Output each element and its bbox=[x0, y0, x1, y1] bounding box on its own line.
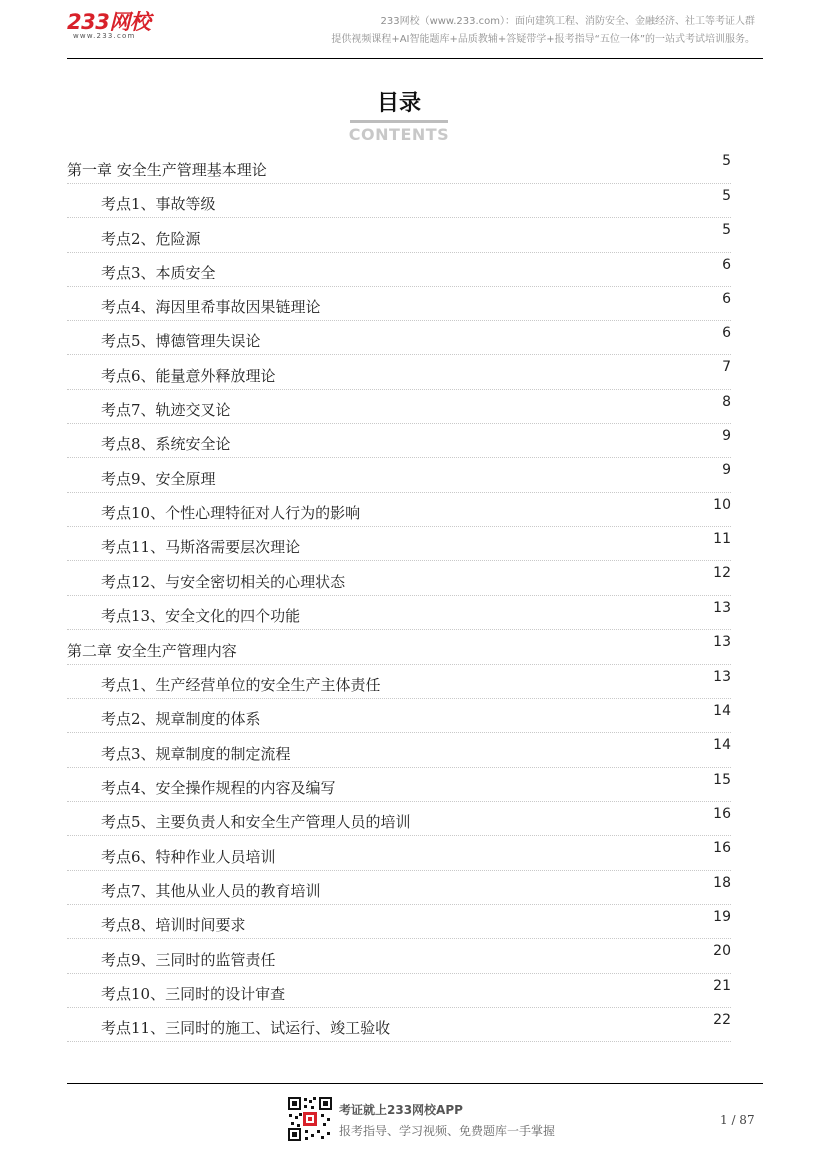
toc-page: 6 bbox=[722, 325, 731, 342]
toc-page: 5 bbox=[722, 188, 731, 204]
toc-chapter-1[interactable] bbox=[67, 149, 731, 184]
toc-label: 考点10、个性心理特征对人行为的影响 bbox=[101, 503, 361, 522]
toc-page: 12 bbox=[713, 565, 731, 582]
toc-item[interactable] bbox=[67, 905, 731, 939]
toc-page: 14 bbox=[713, 737, 731, 754]
toc-page: 19 bbox=[713, 908, 731, 925]
toc-label: 考点12、与安全密切相关的心理状态 bbox=[101, 572, 346, 591]
toc-page: 18 bbox=[713, 874, 731, 891]
toc-label: 考点9、安全原理 bbox=[101, 469, 216, 488]
app-promo-title: 考证就上233网校APP bbox=[339, 1103, 463, 1117]
toc-item[interactable] bbox=[67, 253, 731, 287]
toc-item[interactable] bbox=[67, 321, 731, 355]
toc-chapter-2[interactable] bbox=[67, 630, 731, 665]
toc-label: 考点7、轨迹交叉论 bbox=[101, 401, 231, 420]
toc-page: 7 bbox=[722, 359, 731, 376]
toc-label: 考点8、系统安全论 bbox=[101, 435, 231, 454]
toc-item[interactable] bbox=[67, 836, 731, 870]
toc-item[interactable] bbox=[67, 768, 731, 802]
toc-item[interactable] bbox=[67, 390, 731, 424]
toc-label: 考点11、马斯洛需要层次理论 bbox=[101, 538, 301, 557]
toc-label: 第一章 安全生产管理基本理论 bbox=[67, 161, 267, 179]
brand-logo[interactable] bbox=[67, 10, 167, 40]
toc-page: 15 bbox=[713, 771, 731, 788]
table-of-contents bbox=[67, 149, 731, 1042]
toc-label: 考点7、其他从业人员的教育培训 bbox=[101, 881, 321, 900]
toc-item[interactable] bbox=[67, 699, 731, 733]
toc-label: 考点6、能量意外释放理论 bbox=[101, 366, 276, 385]
toc-label: 考点11、三同时的施工、试运行、竣工验收 bbox=[101, 1019, 391, 1038]
header-line-1: 233网校（www.233.com）：面向建筑工程、消防安全、金融经济、社工等考证人群 bbox=[380, 16, 755, 27]
toc-item[interactable] bbox=[67, 733, 731, 767]
header-line-2: 提供视频课程+AI智能题库+品质教辅+答疑带学+报考指导“五位一体”的一站式考试培训服务。 bbox=[331, 34, 755, 45]
toc-item[interactable] bbox=[67, 218, 731, 252]
toc-item[interactable] bbox=[67, 802, 731, 836]
toc-page: 6 bbox=[722, 256, 731, 273]
page-header bbox=[67, 8, 763, 60]
toc-label: 考点6、特种作业人员培训 bbox=[101, 847, 276, 866]
toc-page: 5 bbox=[722, 153, 731, 169]
toc-item[interactable] bbox=[67, 974, 731, 1008]
toc-label: 考点4、安全操作规程的内容及编写 bbox=[101, 779, 336, 798]
toc-item[interactable] bbox=[67, 355, 731, 389]
page-indicator: 1 / 87 bbox=[720, 1113, 755, 1127]
toc-item[interactable] bbox=[67, 287, 731, 321]
toc-label: 考点13、安全文化的四个功能 bbox=[101, 606, 301, 625]
toc-label: 考点10、三同时的设计审查 bbox=[101, 984, 286, 1003]
qr-code-icon[interactable] bbox=[287, 1096, 333, 1142]
toc-label: 考点5、博德管理失误论 bbox=[101, 332, 261, 351]
toc-label: 考点3、规章制度的制定流程 bbox=[101, 744, 291, 763]
toc-label: 考点2、危险源 bbox=[101, 229, 201, 248]
page-title: 目录 bbox=[376, 91, 421, 116]
toc-label: 考点1、生产经营单位的安全生产主体责任 bbox=[101, 676, 381, 695]
toc-page: 10 bbox=[713, 496, 731, 513]
toc-page: 13 bbox=[713, 668, 731, 685]
toc-item[interactable] bbox=[67, 424, 731, 458]
toc-label: 考点3、本质安全 bbox=[101, 263, 216, 282]
toc-label: 考点9、三同时的监管责任 bbox=[101, 950, 276, 969]
toc-page: 9 bbox=[722, 428, 731, 445]
toc-item[interactable] bbox=[67, 1008, 731, 1042]
toc-page: 16 bbox=[713, 840, 731, 857]
toc-page: 20 bbox=[713, 943, 731, 960]
toc-page: 6 bbox=[722, 290, 731, 307]
toc-label: 考点1、事故等级 bbox=[101, 195, 216, 214]
toc-page: 22 bbox=[713, 1011, 731, 1028]
toc-page: 13 bbox=[713, 599, 731, 616]
toc-page: 16 bbox=[713, 806, 731, 823]
header-divider bbox=[67, 58, 763, 59]
toc-item[interactable] bbox=[67, 184, 731, 218]
title-underline bbox=[350, 120, 448, 123]
logo-url: www.233.com bbox=[73, 32, 136, 40]
toc-label: 考点2、规章制度的体系 bbox=[101, 710, 261, 729]
toc-page: 9 bbox=[722, 462, 731, 479]
toc-item[interactable] bbox=[67, 458, 731, 492]
header-tagline bbox=[331, 13, 755, 49]
toc-item[interactable] bbox=[67, 871, 731, 905]
logo-text: 233网校 bbox=[67, 10, 151, 34]
toc-label: 考点4、海因里希事故因果链理论 bbox=[101, 298, 321, 317]
toc-item[interactable] bbox=[67, 561, 731, 595]
toc-page: 13 bbox=[713, 633, 731, 650]
toc-item[interactable] bbox=[67, 665, 731, 699]
toc-label: 考点5、主要负责人和安全生产管理人员的培训 bbox=[101, 813, 411, 832]
page-subtitle: CONTENTS bbox=[348, 125, 450, 144]
toc-item[interactable] bbox=[67, 527, 731, 561]
toc-page: 11 bbox=[713, 530, 731, 547]
toc-page: 8 bbox=[722, 393, 731, 410]
toc-item[interactable] bbox=[67, 493, 731, 527]
toc-label: 第二章 安全生产管理内容 bbox=[67, 641, 237, 660]
toc-item[interactable] bbox=[67, 939, 731, 973]
toc-page: 21 bbox=[713, 977, 731, 994]
footer-divider bbox=[67, 1083, 763, 1084]
toc-page: 5 bbox=[722, 222, 731, 239]
toc-page: 14 bbox=[713, 703, 731, 720]
app-promo-subtitle: 报考指导、学习视频、免费题库一手掌握 bbox=[339, 1124, 556, 1138]
toc-item[interactable] bbox=[67, 596, 731, 630]
toc-label: 考点8、培训时间要求 bbox=[101, 916, 246, 935]
